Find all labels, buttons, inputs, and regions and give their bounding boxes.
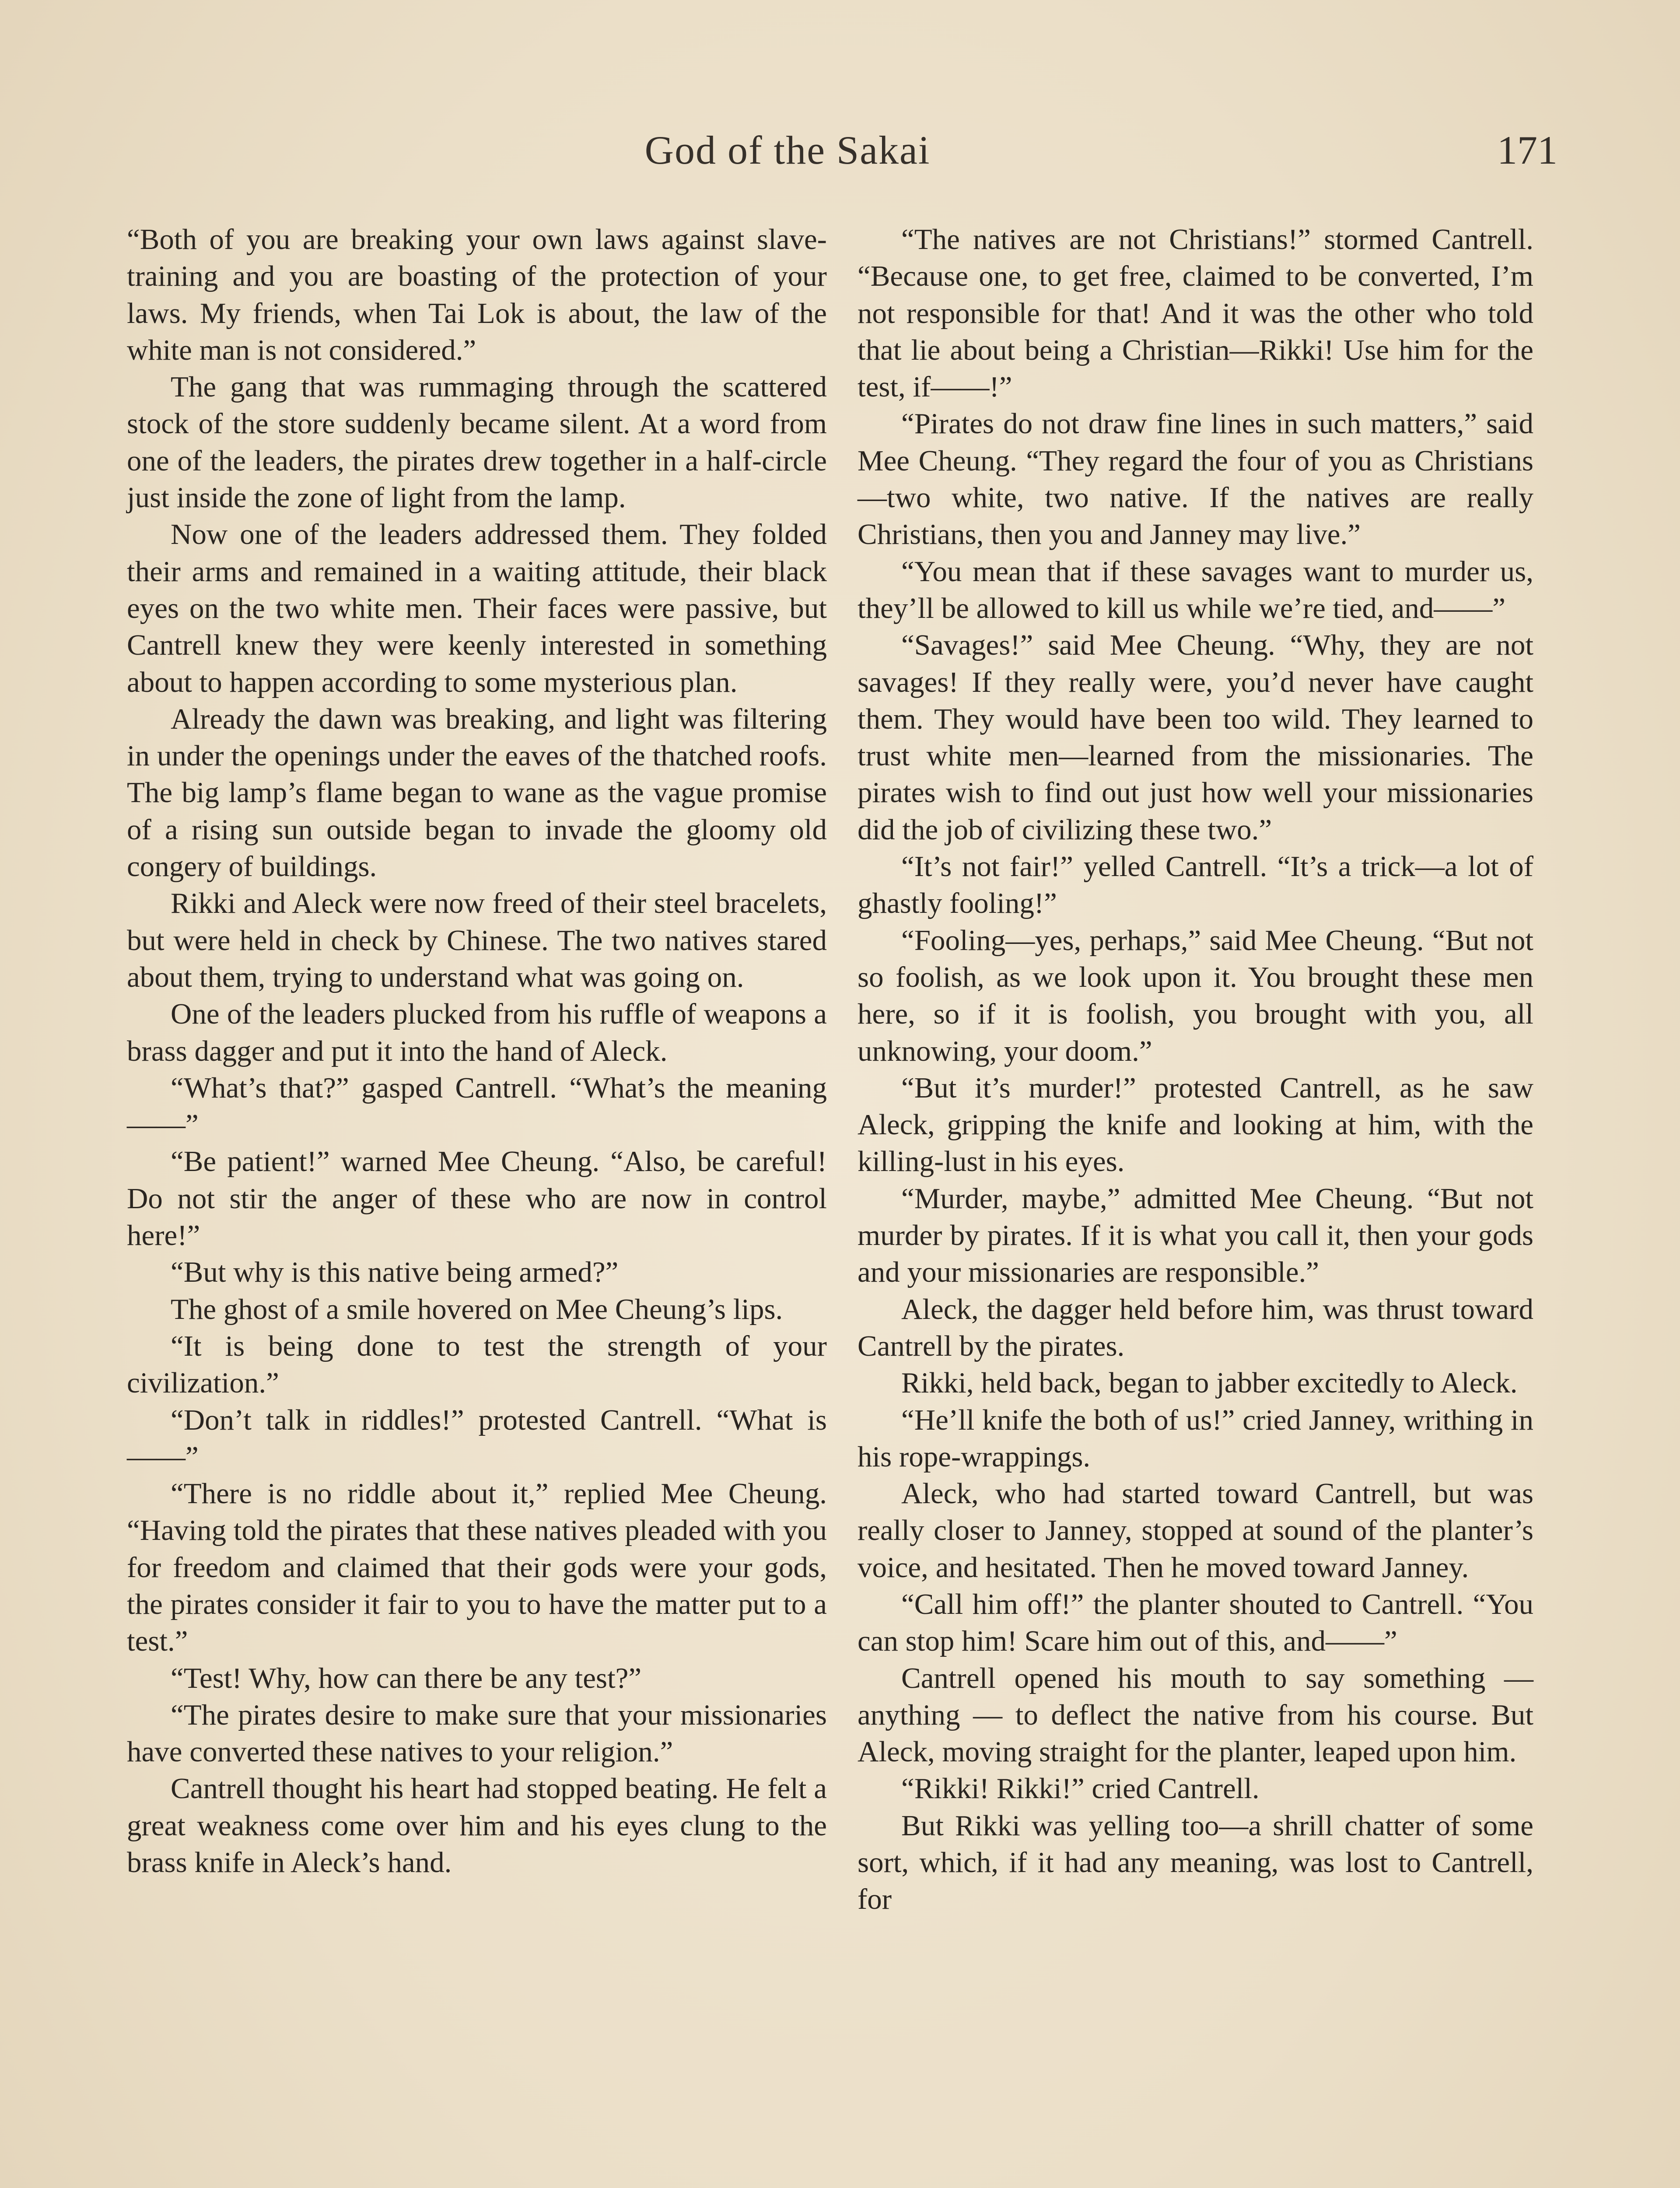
paragraph: Already the dawn was breaking, and light was filtering in under the openings under the eaves of the thatched roofs. The big lamp’s flame began to wane as the vague promise of a rising sun outside began to invade the gloomy old congery of buildings. bbox=[127, 702, 827, 883]
paragraph: “There is no riddle about it,” replied Mee Cheung. “Having told the pirates that these natives pleaded with you for freedom and claimed that their gods were your gods, the pirates consider it fair to you to have the matter put to a test.” bbox=[127, 1477, 827, 1658]
paragraph: “What’s that?” gasped Cantrell. “What’s the meaning——” bbox=[127, 1071, 827, 1141]
paragraph: Now one of the leaders addressed them. They folded their arms and remained in a waiting attitude, their black eyes on the two white men. Their faces were passive, but Cantrell knew they were keenly interested in something about to happen according to some mysterious plan. bbox=[127, 518, 827, 698]
paragraph: “It’s not fair!” yelled Cantrell. “It’s a trick—a lot of ghastly fooling!” bbox=[858, 850, 1533, 920]
paragraph: Rikki, held back, began to jabber excitedly to Aleck. bbox=[901, 1367, 1518, 1399]
paragraph: “Pirates do not draw fine lines in such matters,” said Mee Cheung. “They regard the four of you as Christians—two white, two native. If the natives are really Christians, then you and Janney may live.” bbox=[858, 407, 1533, 551]
paragraph: “Fooling—yes, perhaps,” said Mee Cheung. “But not so foolish, as we look upon it. You brought these men here, so if it is foolish, you brought with you, all unknowing, your doom.” bbox=[858, 924, 1533, 1067]
paragraph: Cantrell thought his heart had stopped beating. He felt a great weakness come over him and his eyes clung to the brass knife in Aleck’s hand. bbox=[127, 1772, 827, 1879]
paragraph: “Call him off!” the planter shouted to Cantrell. “You can stop him! Scare him out of this, and——” bbox=[858, 1588, 1533, 1658]
paragraph: One of the leaders plucked from his ruffle of weapons a brass dagger and put it into the hand of Aleck. bbox=[127, 998, 827, 1067]
paragraph: “The natives are not Christians!” stormed Cantrell. “Because one, to get free, claimed to be converted, I’m not responsible for that! And it was the other who told that lie about being a Christian—Rikki! Use him for the test, if——!” bbox=[858, 223, 1533, 403]
paragraph: “It is being done to test the strength of your civilization.” bbox=[127, 1329, 827, 1399]
paragraph: “Murder, maybe,” admitted Mee Cheung. “But not murder by pirates. If it is what you call it, then your gods and your missionaries are responsible.” bbox=[858, 1182, 1533, 1289]
paragraph: The ghost of a smile hovered on Mee Cheung’s lips. bbox=[171, 1293, 783, 1325]
paragraph: But Rikki was yelling too—a shrill chatter of some sort, which, if it had any meaning, was lost to Cantrell, for bbox=[858, 1809, 1533, 1916]
paragraph: “Both of you are breaking your own laws against slave-training and you are boasting of the protection of your laws. My friends, when Tai Lok is about, the law of the white man is not considered.” bbox=[127, 223, 827, 366]
paragraph: “But it’s murder!” protested Cantrell, as he saw Aleck, gripping the knife and looking at him, with the killing-lust in his eyes. bbox=[858, 1071, 1533, 1178]
paragraph: Cantrell opened his mouth to say something — anything — to deflect the native from his course. But Aleck, moving straight for the planter, leaped upon him. bbox=[858, 1662, 1533, 1768]
paragraph: “Savages!” said Mee Cheung. “Why, they are not savages! If they really were, you’d never have caught them. They would have been too wild. They learned to trust white men—learned from the missionaries. The pirates wish to find out just how well your missionaries did the job of civilizing these two.” bbox=[858, 629, 1533, 846]
paragraph: “Don’t talk in riddles!” protested Cantrell. “What is——” bbox=[127, 1403, 827, 1473]
paragraph: “The pirates desire to make sure that your missionaries have converted these natives to your religion.” bbox=[127, 1698, 827, 1768]
page-number: 171 bbox=[1497, 128, 1558, 172]
paragraph: “He’ll knife the both of us!” cried Janney, writhing in his rope-wrappings. bbox=[858, 1403, 1533, 1473]
paragraph: “Be patient!” warned Mee Cheung. “Also, be careful! Do not stir the anger of these who are now in control here!” bbox=[127, 1145, 827, 1252]
running-head-title: God of the Sakai bbox=[644, 128, 931, 172]
paragraph: Aleck, the dagger held before him, was thrust toward Cantrell by the pirates. bbox=[858, 1293, 1533, 1362]
paragraph: “But why is this native being armed?” bbox=[171, 1256, 619, 1289]
paragraph: “You mean that if these savages want to murder us, they’ll be allowed to kill us while we’re tied, and——” bbox=[858, 555, 1533, 624]
paragraph: The gang that was rummaging through the scattered stock of the store suddenly became silent. At a word from one of the leaders, the pirates drew together in a half-circle just inside the zone of light from the lamp. bbox=[127, 371, 827, 514]
paragraph: “Test! Why, how can there be any test?” bbox=[171, 1662, 642, 1694]
left-column bbox=[127, 221, 827, 1881]
paragraph: “Rikki! Rikki!” cried Cantrell. bbox=[901, 1772, 1260, 1805]
paragraph: Aleck, who had started toward Cantrell, but was really closer to Janney, stopped at sound of the planter’s voice, and hesitated. Then he moved toward Janney. bbox=[858, 1477, 1533, 1584]
paragraph: Rikki and Aleck were now freed of their steel bracelets, but were held in check by Chinese. The two natives stared about them, trying to understand what was going on. bbox=[127, 887, 827, 993]
right-column bbox=[858, 221, 1533, 1918]
